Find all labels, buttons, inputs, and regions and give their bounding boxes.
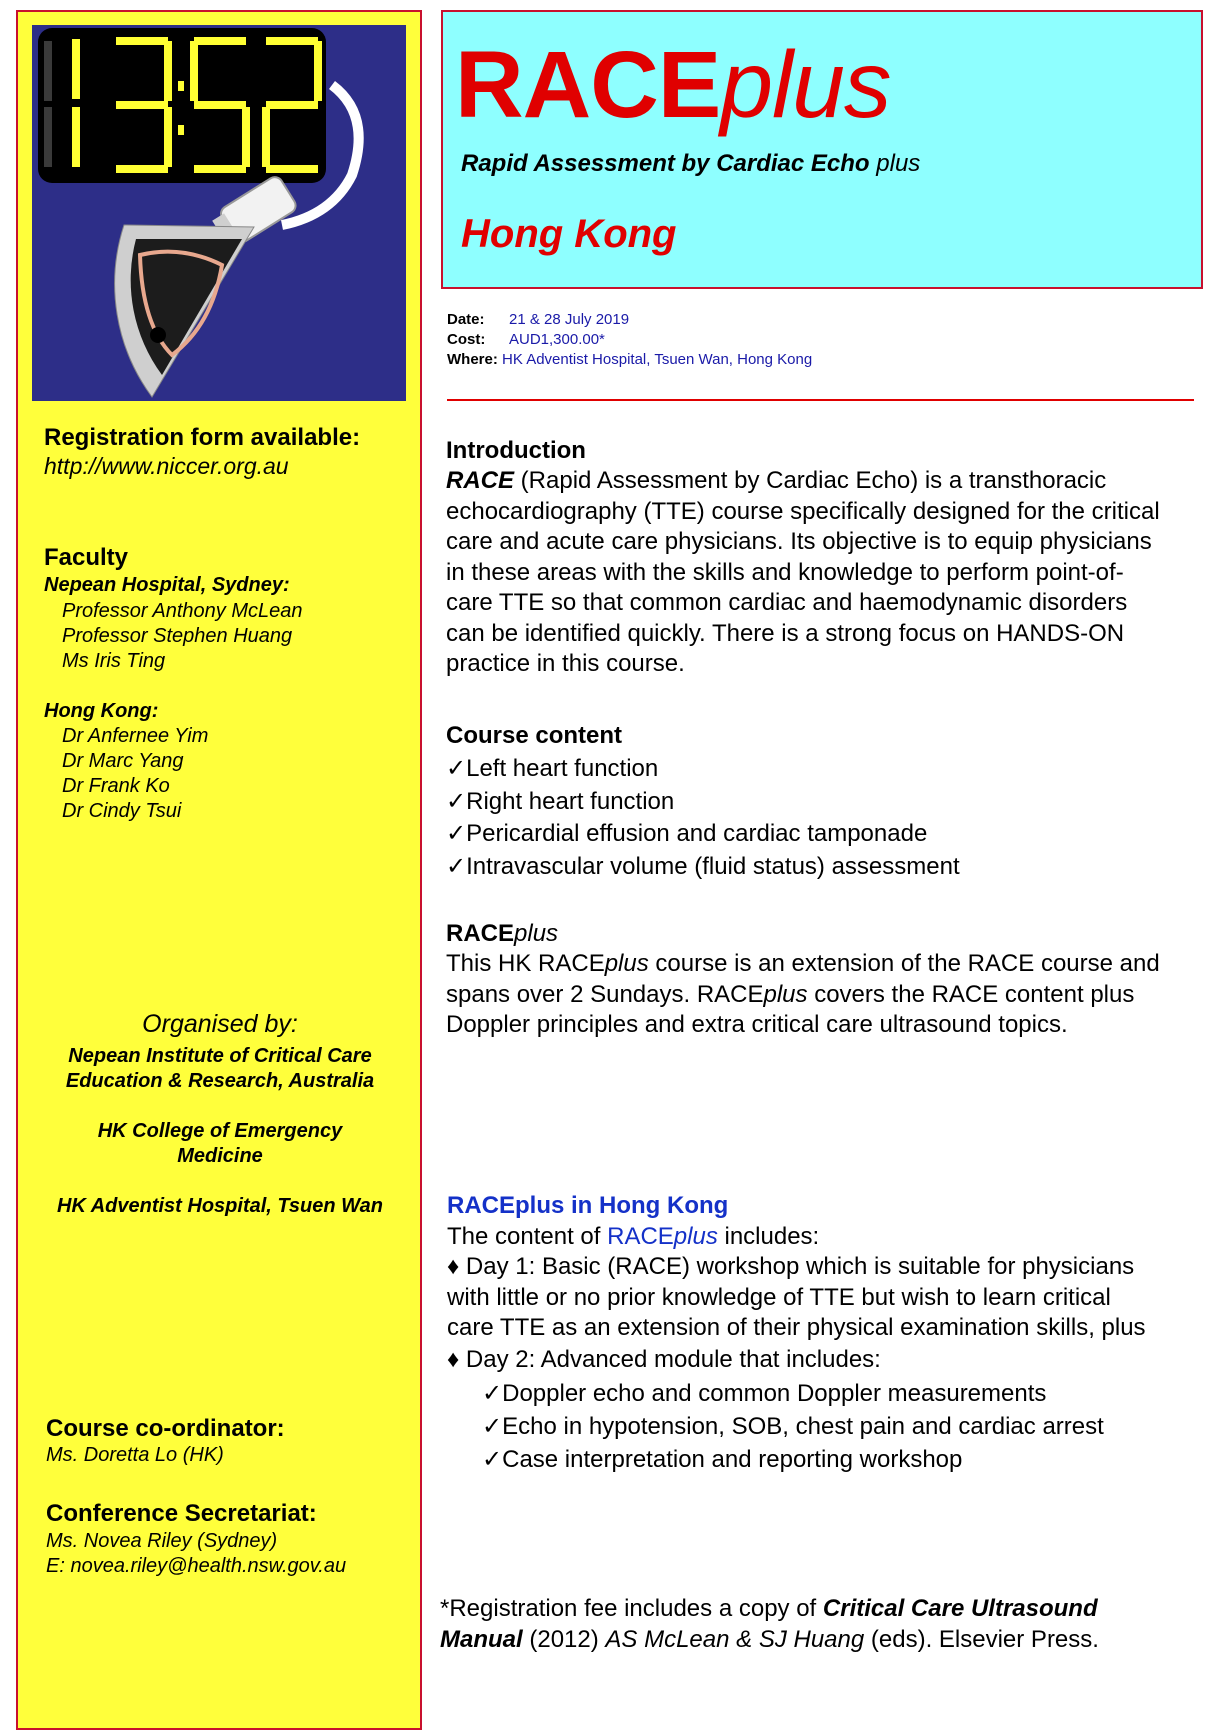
echo-probe-logo-icon — [32, 25, 406, 401]
raceplus-heading: RACEplus — [446, 920, 559, 947]
list-item: ✓Left heart function — [446, 755, 659, 782]
divider-line — [447, 399, 1194, 401]
raceplus-text: This HK RACEplus course is an extension of the RACE course and spans over 2 Sundays. RACEplus covers the RACE content plus Doppler principles and extra critical care ultrasound topics. — [446, 950, 1160, 1038]
list-item: ✓Right heart function — [446, 787, 675, 815]
check-icon: ✓ — [482, 1413, 503, 1440]
city-title: Hong Kong — [461, 212, 677, 256]
course-content-list — [446, 753, 960, 883]
organiser: HK College of Emergency — [97, 1120, 343, 1142]
faculty-member: Professor Stephen Huang — [62, 625, 293, 647]
organiser: HK Adventist Hospital, Tsuen Wan — [57, 1195, 383, 1217]
faculty-member: Dr Cindy Tsui — [62, 800, 182, 822]
list-item: ✓Doppler echo and common Doppler measurements — [482, 1380, 1047, 1407]
check-icon: ✓ — [482, 1446, 503, 1473]
registration-url-link[interactable]: http://www.niccer.org.au — [44, 453, 289, 479]
page-subtitle: Rapid Assessment by Cardiac Echo plus — [461, 150, 921, 177]
hk-day1-text: ♦ Day 1: Basic (RACE) workshop which is suitable for physicians with little or no prior knowledge of TTE but wish to learn critical care TTE as an extension of their physical examination skills, plus — [447, 1253, 1146, 1341]
hk-intro-line: The content of RACEplus includes: — [447, 1223, 820, 1250]
coordinator-name: Ms. Doretta Lo (HK) — [46, 1444, 224, 1466]
list-item: ✓Case interpretation and reporting workshop — [482, 1446, 963, 1473]
organised-by-label: Organised by: — [142, 1010, 298, 1038]
faculty-group-name: Nepean Hospital, Sydney: — [44, 574, 290, 596]
diamond-icon: ♦ — [447, 1346, 460, 1373]
registration-heading: Registration form available: — [44, 424, 361, 451]
hk-day2-text: ♦ Day 2: Advanced module that includes: — [447, 1346, 881, 1373]
info-date: Date: 21 & 28 July 2019 — [447, 311, 630, 328]
secretariat-heading: Conference Secretariat: — [46, 1500, 317, 1527]
check-icon: ✓ — [446, 852, 467, 880]
intro-text: RACE (Rapid Assessment by Cardiac Echo) is a transthoracic echocardiography (TTE) course specifically designed for the critical care and acute care physicians. Its objective is to equip physicians in these areas with the skills and knowledge to perform point-of- care TTE so that common cardiac and haemodynamic disorders can be identified quickly. There is a strong focus on HANDS-ON practice in this course. — [446, 467, 1160, 677]
coordinator-heading: Course co-ordinator: — [46, 1415, 285, 1442]
list-item: ✓Echo in hypotension, SOB, chest pain and cardiac arrest — [482, 1413, 1104, 1440]
faculty-member: Dr Anfernee Yim — [62, 725, 209, 747]
check-icon: ✓ — [446, 787, 467, 815]
faculty-member: Dr Frank Ko — [62, 775, 170, 797]
organiser: Medicine — [177, 1145, 263, 1167]
faculty-heading: Faculty — [44, 544, 129, 571]
page-title: RACEplus — [455, 32, 891, 138]
faculty-member: Ms Iris Ting — [62, 650, 166, 672]
raceplus-logo — [32, 25, 406, 401]
faculty-group-name: Hong Kong: — [44, 700, 159, 722]
intro-heading: Introduction — [446, 437, 586, 464]
check-icon: ✓ — [446, 820, 467, 847]
check-icon: ✓ — [446, 755, 467, 782]
list-item: ✓Pericardial effusion and cardiac tamponade — [446, 820, 928, 847]
organiser: Education & Research, Australia — [65, 1070, 375, 1092]
diamond-icon: ♦ — [447, 1253, 460, 1280]
secretariat-email-link[interactable]: E: novea.riley@health.nsw.gov.au — [46, 1555, 347, 1577]
check-icon: ✓ — [482, 1380, 503, 1407]
hk-heading: RACEplus in Hong Kong — [447, 1192, 729, 1219]
info-cost: Cost: AUD1,300.00* — [447, 331, 605, 348]
organiser: Nepean Institute of Critical Care — [68, 1045, 372, 1067]
faculty-member: Professor Anthony McLean — [62, 600, 303, 622]
info-where: Where: HK Adventist Hospital, Tsuen Wan, Hong Kong — [447, 351, 813, 368]
footnote: *Registration fee includes a copy of Critical Care Ultrasound Manual (2012) AS McLean & SJ Huang (eds). Elsevier Press. — [440, 1595, 1099, 1653]
list-item: ✓Intravascular volume (fluid status) assessment — [446, 852, 960, 880]
faculty-member: Dr Marc Yang — [62, 750, 184, 772]
secretariat-name: Ms. Novea Riley (Sydney) — [46, 1530, 278, 1552]
course-content-heading: Course content — [446, 722, 623, 749]
hk-day2-list — [482, 1377, 1104, 1476]
